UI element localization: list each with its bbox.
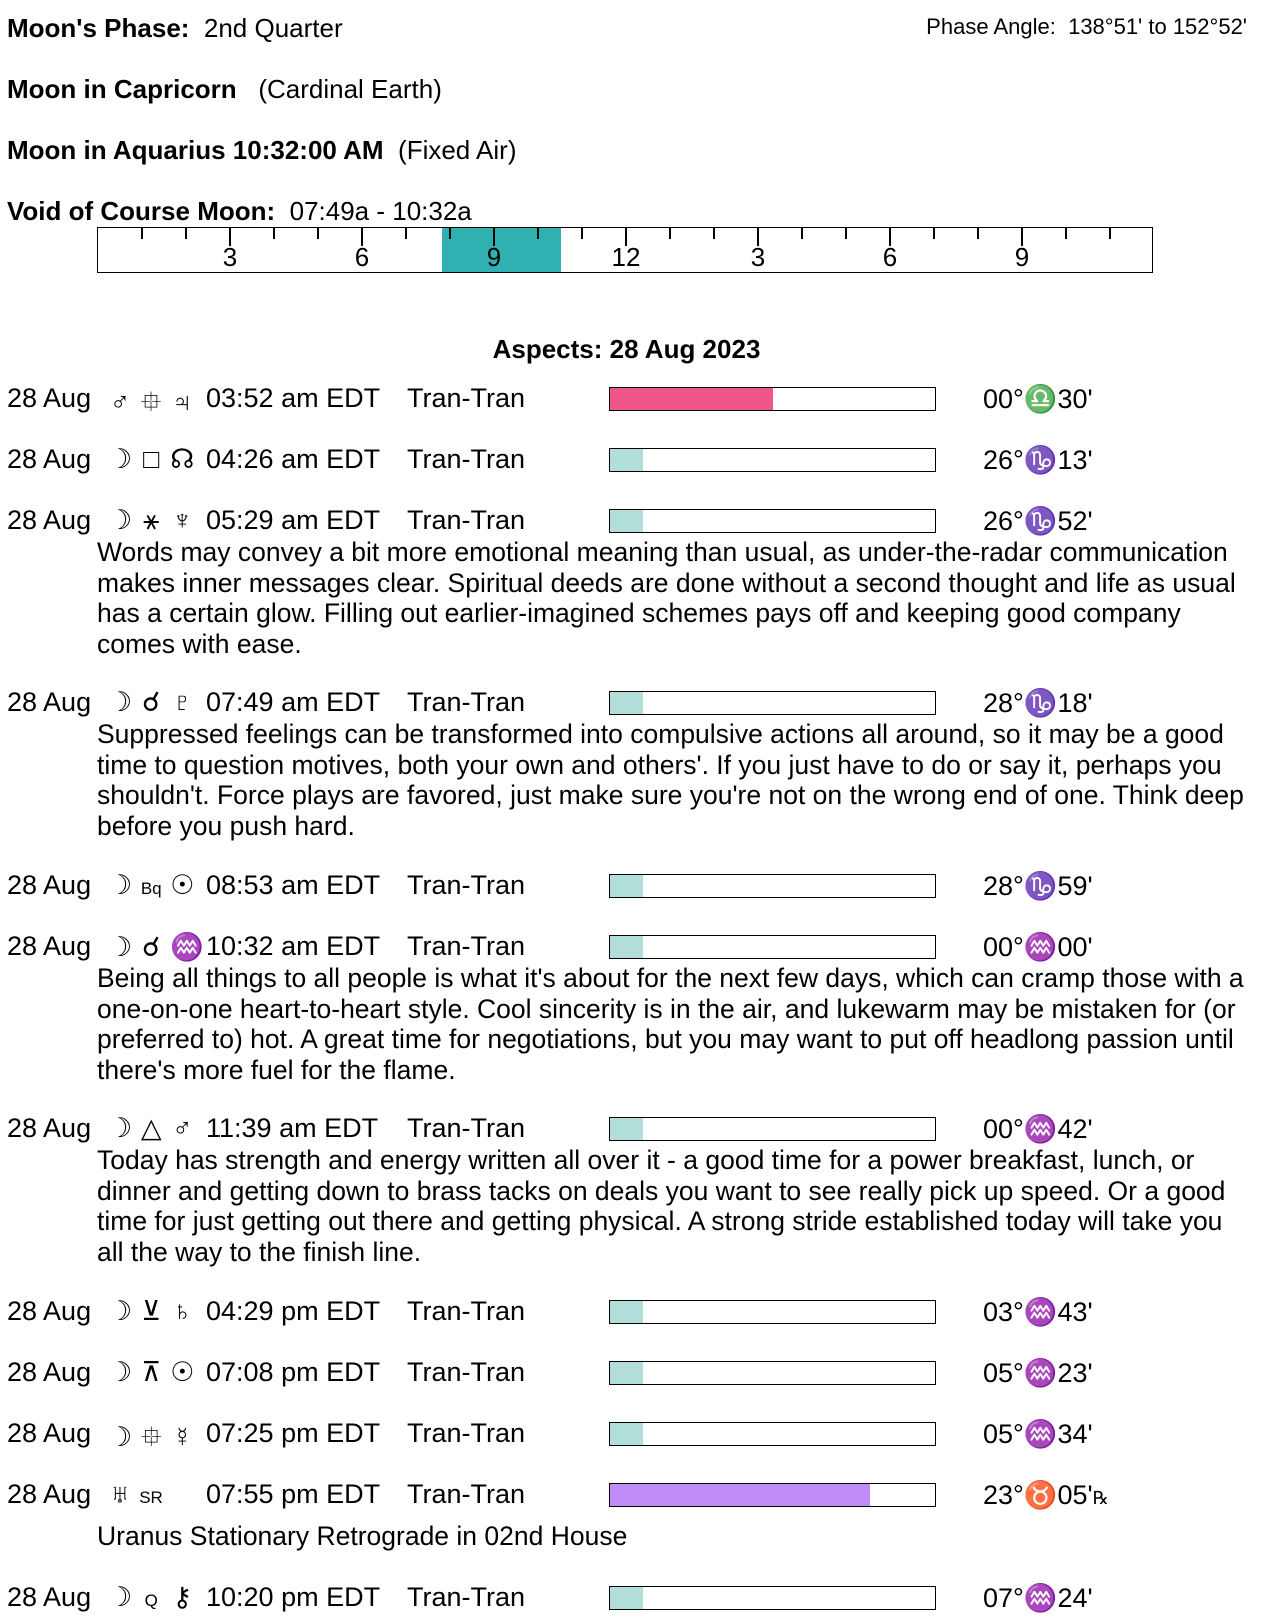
aspect-date: 28 Aug [7, 383, 92, 413]
strength-bar [609, 448, 936, 472]
position-value: 05°♒23' [983, 1358, 1093, 1388]
aspect-date: 28 Aug [7, 1418, 92, 1448]
planet-1-icon: ☽ [108, 687, 133, 717]
phase-angle [926, 14, 1247, 40]
strength-bar [609, 1422, 936, 1446]
aspect-date: 28 Aug [7, 870, 92, 900]
retrograde-icon: ℞ [1092, 1488, 1109, 1508]
aspect-date: 28 Aug [7, 1296, 92, 1326]
hour-tick [405, 228, 407, 239]
strength-bar [609, 1586, 936, 1610]
planet-1-icon: ☽ [108, 932, 133, 962]
aspect-time: 08:53 am EDT [206, 870, 381, 900]
strength-bar-fill [610, 1423, 643, 1445]
planet-2-icon: ♒ [170, 932, 204, 962]
void-of-course [7, 196, 472, 227]
square-aspect-icon: □ [143, 444, 160, 474]
planet-2-icon: ♄ [172, 1296, 193, 1326]
hour-label: 9 [1014, 242, 1030, 272]
aspect-time: 10:20 pm EDT [206, 1582, 381, 1612]
planet-2-icon: ♆ [172, 505, 193, 535]
aspect-note: Uranus Stationary Retrograde in 02nd House [97, 1521, 628, 1551]
aspect-description: Words may convey a bit more emotional meaning than usual, as under-the-radar communication makes inner messages clear. Spiritual deeds are done without a second thought and life as usual has a certain glow. Filling out earlier-imagined schemes pays off and keeping good company comes with ease. [97, 537, 1236, 659]
strength-bar [609, 874, 936, 898]
voc-value: 07:49a - 10:32a [289, 196, 472, 226]
aspect-glyphs [108, 383, 201, 429]
aspect-kind: Tran-Tran [407, 1357, 526, 1387]
planet-1-icon: ☽ [108, 1357, 133, 1387]
strength-bar [609, 1361, 936, 1385]
aspect-time: 07:49 am EDT [206, 687, 381, 717]
position-value: 26°♑52' [983, 506, 1093, 536]
aspect-date: 28 Aug [7, 931, 92, 961]
aspect-time: 07:25 pm EDT [206, 1418, 381, 1448]
hour-tick [933, 228, 935, 239]
aspect-glyphs [108, 505, 201, 537]
position-value: 28°♑18' [983, 688, 1093, 718]
aspect-glyphs [108, 1296, 201, 1327]
moon-sign-aquarius [7, 135, 517, 166]
planet-2-icon: ♃ [171, 387, 193, 417]
position-value: 05°♒34' [983, 1419, 1093, 1449]
hour-label: 12 [611, 242, 641, 272]
strength-bar [609, 1300, 936, 1324]
hour-tick [801, 228, 803, 239]
semisextile-aspect-icon: ⊻ [141, 1296, 162, 1326]
position-value: 00°♒00' [983, 932, 1093, 962]
aspect-row [0, 505, 1283, 659]
strength-bar [609, 509, 936, 533]
aspect-date: 28 Aug [7, 1113, 92, 1143]
planet-1-icon: ☽ [108, 444, 133, 474]
strength-bar [609, 1483, 936, 1507]
aspect-position [983, 383, 1093, 415]
hour-tick [537, 228, 539, 239]
aspect-time: 03:52 am EDT [206, 383, 381, 413]
planet-1-icon: ☽ [108, 870, 133, 900]
hour-tick [1109, 228, 1111, 239]
planet-2-icon: ☊ [170, 444, 195, 474]
void-of-course-timeline [97, 227, 1153, 273]
conjunction-aspect-icon: ☌ [142, 932, 161, 962]
aspect-kind: Tran-Tran [407, 1582, 526, 1612]
position-value: 00°♒42' [983, 1114, 1093, 1144]
planet-2-icon: ⚷ [172, 1582, 193, 1612]
aspect-kind: Tran-Tran [407, 1418, 526, 1448]
hour-tick [1065, 228, 1067, 239]
aspect-glyphs [108, 931, 211, 963]
planet-1-icon: ☽ [108, 1422, 133, 1452]
strength-bar-fill [610, 1362, 643, 1384]
aspect-kind: Tran-Tran [407, 931, 526, 961]
position-value: 26°♑13' [983, 445, 1093, 475]
aspect-position [983, 870, 1093, 902]
aspect-row [0, 931, 1283, 1085]
aspect-row [0, 1357, 1283, 1389]
strength-bar-fill [610, 449, 643, 471]
sesquiquadrate-aspect-icon: ⯐ [141, 1422, 162, 1452]
strength-bar-fill [610, 510, 643, 532]
strength-bar-fill [610, 1118, 643, 1140]
strength-bar-fill [610, 692, 643, 714]
aspect-glyphs [108, 444, 201, 475]
planet-2-icon: ♂ [172, 1113, 193, 1143]
aspect-glyphs [108, 1582, 201, 1613]
aspect-description: Suppressed feelings can be transformed into compulsive actions all around, so it may be a good time to question motives, both your own and others'. If you just have to do or say it, perhaps you shouldn't. Force plays are favored, just make sure you're not on the wrong end of one. Think deep before you push hard. [97, 719, 1244, 841]
moon-sign-2-desc: (Fixed Air) [398, 135, 517, 165]
aspect-position [983, 1582, 1093, 1614]
aspect-position [983, 1357, 1093, 1389]
aspects-title: Aspects: 28 Aug 2023 [492, 334, 761, 364]
aspect-glyphs [108, 870, 201, 901]
planet-1-icon: ♂ [109, 387, 131, 417]
planet-1-icon: ☽ [108, 1296, 133, 1326]
position-value: 07°♒24' [983, 1583, 1093, 1613]
voc-label: Void of Course Moon: [7, 196, 276, 226]
aspect-glyphs [108, 1418, 201, 1464]
strength-bar-fill [610, 1484, 870, 1506]
aspect-glyphs [108, 1479, 170, 1510]
aspect-description: Today has strength and energy written all over it - a good time for a power breakfast, lunch, or dinner and getting down to brass tacks on deals you want to see really pick up speed. Or a good time for just getting out there and getting physical. A strong stride established today will take you all the way to the finish line. [97, 1145, 1226, 1267]
planet-2-icon: ☉ [170, 870, 195, 900]
conjunction-aspect-icon: ☌ [142, 687, 161, 717]
hour-tick [317, 228, 319, 239]
hour-label: 6 [354, 242, 370, 272]
position-value: 03°♒43' [983, 1297, 1093, 1327]
strength-bar [609, 387, 936, 411]
sesquiquadrate-aspect-icon: ⯐ [140, 387, 162, 417]
moon-sign-2-label: Moon in Aquarius 10:32:00 AM [7, 135, 384, 165]
aspect-glyphs [108, 1357, 201, 1388]
aspect-row [0, 1296, 1283, 1328]
aspect-kind: Tran-Tran [407, 383, 526, 413]
voc-highlight [442, 228, 561, 272]
aspect-date: 28 Aug [7, 1479, 92, 1509]
strength-bar-fill [610, 388, 773, 410]
planet-2-icon: ♇ [172, 687, 193, 717]
aspect-row [0, 1113, 1283, 1267]
quintile-aspect-icon: Q [144, 1591, 158, 1610]
aspect-position [983, 505, 1093, 537]
aspect-position [983, 1296, 1093, 1328]
moon-sign-1-label: Moon in Capricorn [7, 74, 237, 104]
aspect-description: Being all things to all people is what it's about for the next few days, which can cramp those with a one-on-one heart-to-heart style. Cool sincerity is in the air, and lukewarm may be mistaken for (or preferred to) hot. A great time for negotiations, but you may want to put off headlong passion until there's more fuel for the flame. [97, 963, 1244, 1085]
aspect-time: 10:32 am EDT [206, 931, 381, 961]
aspect-kind: Tran-Tran [407, 1113, 526, 1143]
hour-tick [845, 228, 847, 239]
hour-tick [669, 228, 671, 239]
trine-aspect-icon: △ [140, 1113, 162, 1143]
aspect-row [0, 1479, 1283, 1552]
aspect-time: 05:29 am EDT [206, 505, 381, 535]
aspect-glyphs [108, 1113, 201, 1144]
aspect-kind: Tran-Tran [407, 444, 526, 474]
planet-2-icon: ☿ [172, 1422, 193, 1452]
hour-label: 6 [882, 242, 898, 272]
aspect-time: 04:26 am EDT [206, 444, 381, 474]
planet-1-icon: ♅ [109, 1479, 131, 1509]
aspect-position [983, 1113, 1093, 1145]
biquintile-aspect-icon: Bq [140, 879, 162, 898]
strength-bar [609, 691, 936, 715]
aspect-glyphs [108, 687, 201, 718]
planet-1-icon: ☽ [108, 505, 133, 535]
position-value: 23°♉05' [983, 1480, 1093, 1510]
aspect-date: 28 Aug [7, 444, 92, 474]
moon-phase-label: Moon's Phase: [7, 13, 190, 43]
position-value: 28°♑59' [983, 871, 1093, 901]
planet-2-icon: ☉ [170, 1357, 195, 1387]
hour-label: 9 [486, 242, 502, 272]
hour-label: 3 [750, 242, 766, 272]
aspect-row [0, 870, 1283, 902]
stationary-retrograde-aspect-icon: SR [139, 1488, 163, 1507]
planet-1-icon: ☽ [108, 1113, 133, 1143]
aspect-kind: Tran-Tran [407, 505, 526, 535]
aspect-time: 11:39 am EDT [206, 1113, 379, 1143]
aspect-date: 28 Aug [7, 505, 92, 535]
aspect-kind: Tran-Tran [407, 687, 526, 717]
hour-tick [977, 228, 979, 239]
aspect-time: 07:08 pm EDT [206, 1357, 381, 1387]
quincunx-aspect-icon: ⊼ [141, 1357, 162, 1387]
aspect-time: 07:55 pm EDT [206, 1479, 381, 1509]
position-value: 00°♎30' [983, 384, 1093, 414]
aspect-row [0, 1418, 1283, 1450]
strength-bar-fill [610, 875, 643, 897]
aspect-row [0, 444, 1283, 476]
aspect-date: 28 Aug [7, 1357, 92, 1387]
hour-tick [273, 228, 275, 239]
aspect-kind: Tran-Tran [407, 1479, 526, 1509]
aspect-row [0, 687, 1283, 841]
aspect-position [983, 931, 1093, 963]
moon-sign-1-desc: (Cardinal Earth) [258, 74, 442, 104]
aspect-kind: Tran-Tran [407, 870, 526, 900]
aspect-position [983, 1418, 1093, 1450]
aspect-date: 28 Aug [7, 1582, 92, 1612]
aspect-position [983, 444, 1093, 476]
aspect-time: 04:29 pm EDT [206, 1296, 381, 1326]
moon-phase-value: 2nd Quarter [203, 13, 343, 43]
moon-phase [7, 13, 343, 44]
planet-1-icon: ☽ [108, 1582, 133, 1612]
aspect-position [983, 687, 1093, 719]
strength-bar [609, 935, 936, 959]
aspect-row [0, 1582, 1283, 1614]
hour-tick [581, 228, 583, 239]
hour-tick [713, 228, 715, 239]
phase-angle-value: 138°51' to 152°52' [1068, 14, 1247, 39]
strength-bar-fill [610, 1301, 643, 1323]
strength-bar-fill [610, 936, 643, 958]
hour-tick [141, 228, 143, 239]
strength-bar [609, 1117, 936, 1141]
aspect-row [0, 383, 1283, 415]
moon-sign-capricorn [7, 74, 442, 105]
aspect-date: 28 Aug [7, 687, 92, 717]
aspect-position [983, 1479, 1109, 1511]
hour-tick [449, 228, 451, 239]
hour-tick [185, 228, 187, 239]
hour-label: 3 [222, 242, 238, 272]
phase-angle-label: Phase Angle: [926, 14, 1056, 39]
strength-bar-fill [610, 1587, 643, 1609]
sextile-aspect-icon: ⚹ [143, 505, 160, 535]
aspect-kind: Tran-Tran [407, 1296, 526, 1326]
